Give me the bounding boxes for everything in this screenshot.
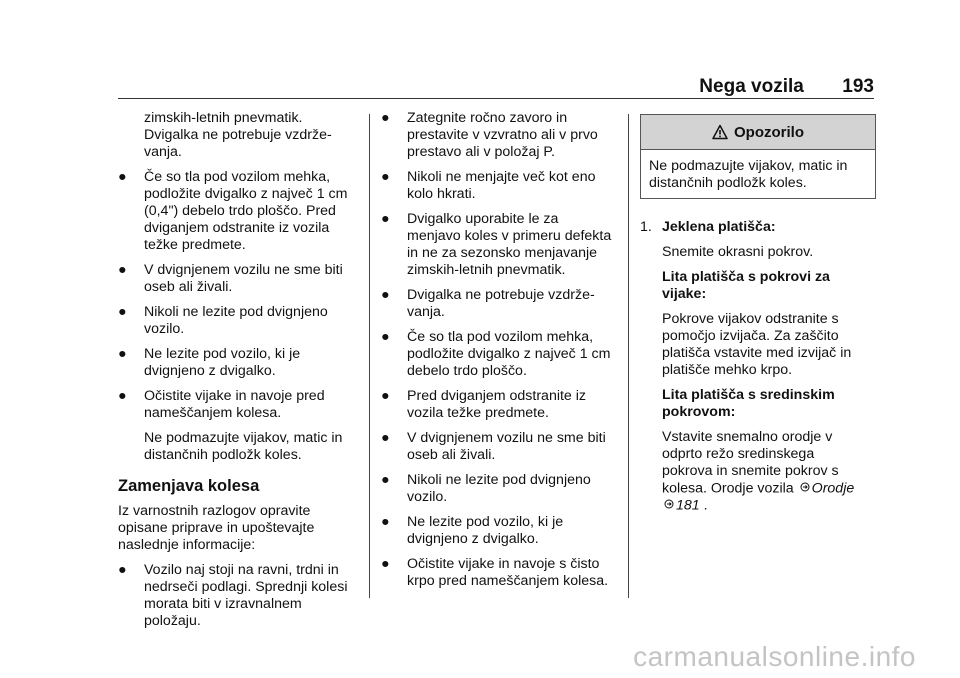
column-1 bbox=[118, 110, 356, 638]
list-item: ● Nikoli ne lezite pod dvignjeno vozilo. bbox=[381, 472, 591, 505]
list-item: ● Pred dviganjem odstranite iz vozila težke predmete. bbox=[381, 388, 587, 421]
list-item: ● Očistite vijake in navoje pred nameščanjem kolesa. bbox=[118, 388, 325, 421]
chapter-title: Nega vozila bbox=[699, 76, 804, 97]
page-header bbox=[699, 76, 874, 98]
warning-title: Opozorilo bbox=[734, 123, 804, 141]
bullet-icon: ● bbox=[118, 388, 127, 404]
bullet-icon: ● bbox=[381, 110, 390, 126]
list-item: ● Ne lezite pod vozilo, ki je dvignjeno z dvigalko. bbox=[381, 514, 564, 547]
warning-box bbox=[640, 114, 876, 199]
list-item: ● Očistite vijake in navoje s čisto krpo pred nameščanjem kolesa. bbox=[381, 556, 609, 589]
warning-header bbox=[641, 115, 875, 150]
list-item: ● Zategnite ročno zavoro in prestavite v vzvratno ali v prvo prestavo ali v položaj P. bbox=[381, 110, 598, 160]
note-paragraph: Ne podmazujte vijakov, matic in distančnih podložk koles. bbox=[144, 430, 343, 463]
reference-arrow-icon bbox=[664, 497, 674, 514]
reference-page-link[interactable]: 181 bbox=[676, 497, 700, 514]
bullet-icon: ● bbox=[381, 287, 390, 303]
bullet-icon: ● bbox=[381, 329, 390, 345]
intro-paragraph: Iz varnostnih razlogov opravite opisane priprave in upoštevajte naslednje informacije: bbox=[118, 503, 315, 553]
list-item: ● Dvigalko uporabite le za menjavo koles v primeru defekta in ne za sezonsko menjavanje zimskih-letnih pnevmatik. bbox=[381, 211, 612, 278]
subtext-hub-covers: Pokrove vijakov odstranite s pomočjo izvijača. Za zaščito platišča vstavite med izvijač in platišče mehko krpo. bbox=[662, 311, 852, 378]
header-rule bbox=[118, 98, 874, 99]
list-item: ● Vozilo naj stoji na ravni, trdni in nedrseči podlagi. Sprednji kolesi morata biti v izravnalnem položaju. bbox=[118, 562, 348, 629]
bullet-icon: ● bbox=[381, 556, 390, 572]
bullet-icon: ● bbox=[381, 430, 390, 446]
page-number: 193 bbox=[842, 76, 874, 97]
bullet-icon: ● bbox=[118, 262, 127, 278]
bullet-icon: ● bbox=[381, 169, 390, 185]
bullet-icon: ● bbox=[381, 514, 390, 530]
step-title: Jeklena platišča: bbox=[662, 219, 776, 235]
section-heading: Zamenjava kolesa bbox=[118, 477, 260, 495]
bullet-icon: ● bbox=[118, 169, 127, 185]
column-2 bbox=[381, 110, 617, 598]
subheading-center-cap: Lita platišča s sredinskim pokrovom: bbox=[662, 387, 835, 420]
reference-link[interactable]: Orodje bbox=[811, 480, 855, 497]
column-3 bbox=[640, 110, 876, 523]
bullet-icon: ● bbox=[381, 211, 390, 227]
list-item: ● V dvignjenem vozilu ne sme biti oseb ali živali. bbox=[118, 262, 343, 295]
subheading-hub-covers: Lita platišča s pokrovi za vijake: bbox=[662, 269, 830, 302]
warning-triangle-icon bbox=[712, 124, 728, 140]
bullet-icon: ● bbox=[381, 388, 390, 404]
continued-paragraph: zimskih-letnih pnevmatik. Dvigalka ne potrebuje vzdrže- vanja. bbox=[144, 110, 332, 160]
list-item: ● Ne lezite pod vozilo, ki je dvignjeno z dvigalko. bbox=[118, 346, 301, 379]
column-divider-2 bbox=[628, 114, 629, 598]
column-divider-1 bbox=[369, 114, 370, 598]
watermark: carmanualsonline.info bbox=[633, 641, 916, 672]
list-item: ● Dvigalka ne potrebuje vzdrže- vanja. bbox=[381, 287, 595, 320]
bullet-icon: ● bbox=[118, 346, 127, 362]
step-text: Snemite okrasni pokrov. bbox=[662, 244, 814, 260]
reference-arrow-icon bbox=[800, 480, 810, 497]
bullet-icon: ● bbox=[118, 562, 127, 578]
step-item bbox=[640, 219, 876, 236]
step-number: 1. bbox=[640, 219, 652, 235]
list-item: ● Nikoli ne lezite pod dvignjeno vozilo. bbox=[118, 304, 328, 337]
list-item: ● V dvignjenem vozilu ne sme biti oseb ali živali. bbox=[381, 430, 606, 463]
subtext-center-cap: Vstavite snemalno orodje v odprto režo sredinskega pokrova in snemite pokrov s kolesa. Orodje vozila Orodje 181 . bbox=[662, 429, 855, 514]
warning-text: Ne podmazujte vijakov, matic in distančnih podložk koles. bbox=[649, 158, 848, 191]
bullet-icon: ● bbox=[118, 304, 127, 320]
list-item: ● Če so tla pod vozilom mehka, podložite dvigalko z največ 1 cm (0,4") debelo trdo ploščo. Pred dviganjem odstranite iz vozila težke predmete. bbox=[118, 169, 348, 253]
list-item: ● Nikoli ne menjajte več kot eno kolo hkrati. bbox=[381, 169, 596, 202]
list-item: ● Če so tla pod vozilom mehka, podložite dvigalko z največ 1 cm debelo trdo ploščo. bbox=[381, 329, 611, 379]
bullet-icon: ● bbox=[381, 472, 390, 488]
